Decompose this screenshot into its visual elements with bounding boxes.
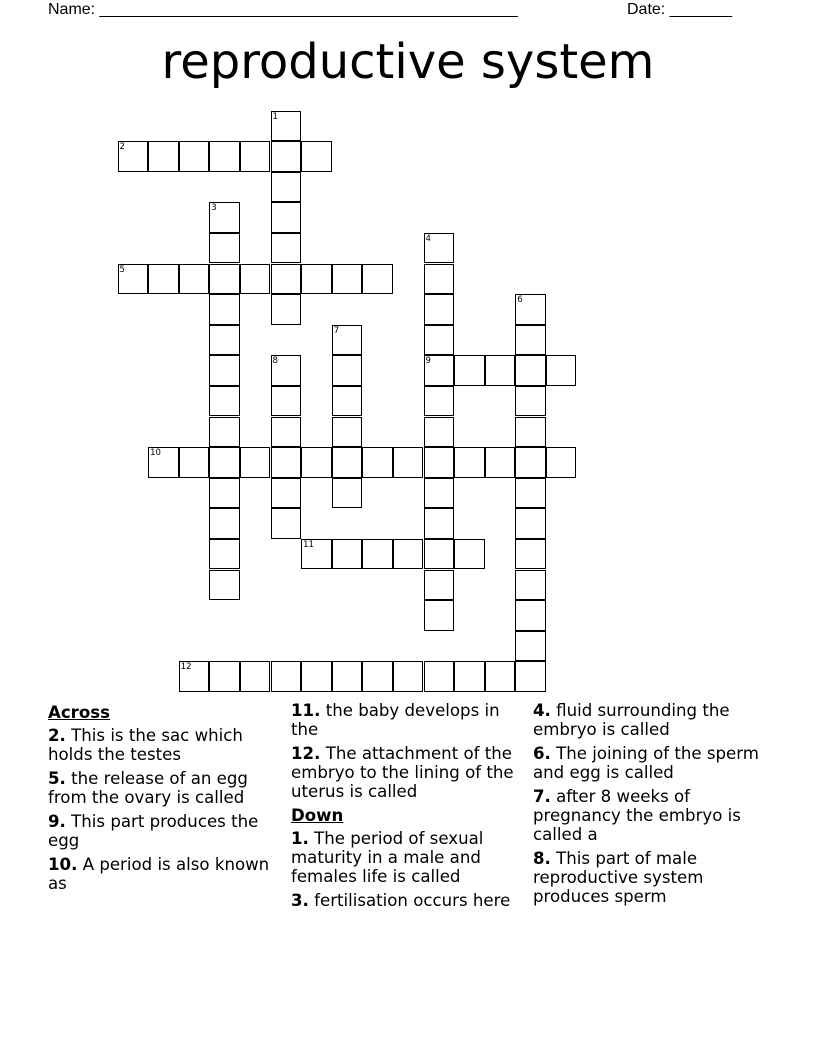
grid-cell[interactable]	[362, 264, 393, 295]
grid-cell[interactable]	[424, 325, 455, 356]
clue-number: 8.	[533, 849, 551, 868]
grid-cell[interactable]	[332, 386, 363, 417]
grid-cell[interactable]	[424, 508, 455, 539]
clue-down-3	[291, 891, 523, 910]
grid-cell[interactable]	[485, 661, 516, 692]
grid-cell[interactable]	[209, 661, 240, 692]
clue-text: fertilisation occurs here	[314, 891, 511, 910]
grid-cell[interactable]	[515, 355, 546, 386]
grid-cell[interactable]	[515, 417, 546, 448]
grid-cell[interactable]	[515, 478, 546, 509]
cell-number: 7	[333, 325, 340, 336]
grid-cell[interactable]	[332, 478, 363, 509]
grid-cell[interactable]	[424, 355, 455, 386]
grid-cell[interactable]	[362, 539, 393, 570]
clue-column-1	[48, 701, 280, 898]
clue-number: 2.	[48, 726, 66, 745]
clue-across-5	[48, 769, 280, 807]
clue-text: The period of sexual maturity in a male and females life is called	[291, 829, 484, 886]
clue-number: 6.	[533, 744, 551, 763]
clue-text: This part produces the egg	[48, 812, 259, 850]
grid-cell[interactable]	[301, 141, 332, 172]
cell-number: 6	[517, 295, 523, 306]
grid-cell[interactable]	[362, 661, 393, 692]
grid-cell[interactable]	[393, 661, 424, 692]
cell-number: 9	[425, 356, 431, 367]
grid-cell[interactable]	[424, 539, 455, 570]
clue-text: This part of male reproductive system produces sperm	[533, 849, 704, 906]
clue-down-7	[533, 787, 765, 844]
clue-number: 1.	[291, 829, 309, 848]
clue-text: the baby develops in the	[291, 701, 500, 739]
grid-cell[interactable]	[424, 264, 455, 295]
clue-text: This is the sac which holds the testes	[48, 726, 243, 764]
clue-down-4	[533, 701, 765, 739]
grid-cell[interactable]	[515, 294, 546, 325]
grid-cell[interactable]	[209, 294, 240, 325]
across-heading: Across	[48, 703, 111, 722]
grid-cell[interactable]	[240, 264, 271, 295]
grid-cell[interactable]	[271, 417, 302, 448]
clue-column-2	[291, 701, 523, 915]
grid-cell[interactable]	[515, 570, 546, 601]
grid-cell[interactable]	[515, 447, 546, 478]
grid-cell[interactable]	[209, 570, 240, 601]
cell-number: 5	[119, 264, 125, 275]
grid-cell[interactable]	[424, 661, 455, 692]
clue-across-9	[48, 812, 280, 850]
grid-cell[interactable]	[240, 141, 271, 172]
grid-cell[interactable]	[332, 325, 363, 356]
grid-cell[interactable]	[118, 264, 149, 295]
cell-number: 2	[119, 142, 125, 153]
grid-cell[interactable]	[454, 447, 485, 478]
grid-cell[interactable]	[240, 447, 271, 478]
grid-cell[interactable]	[271, 233, 302, 264]
clue-across-11	[291, 701, 523, 739]
clue-text: A period is also known as	[48, 855, 270, 893]
grid-cell[interactable]	[424, 294, 455, 325]
grid-cell[interactable]	[424, 447, 455, 478]
clue-number: 11.	[291, 701, 321, 720]
grid-cell[interactable]	[332, 447, 363, 478]
grid-cell[interactable]	[209, 539, 240, 570]
clue-across-12	[291, 744, 523, 801]
grid-cell[interactable]	[424, 233, 455, 264]
cell-number: 4	[425, 233, 431, 244]
grid-cell[interactable]	[179, 661, 210, 692]
grid-cell[interactable]	[209, 417, 240, 448]
grid-cell[interactable]	[454, 539, 485, 570]
grid-cell[interactable]	[179, 447, 210, 478]
grid-cell[interactable]	[271, 447, 302, 478]
grid-cell[interactable]	[332, 417, 363, 448]
down-heading: Down	[291, 806, 344, 825]
grid-cell[interactable]	[332, 661, 363, 692]
grid-cell[interactable]	[209, 233, 240, 264]
cell-number: 1	[272, 111, 278, 122]
grid-cell[interactable]	[148, 264, 179, 295]
grid-cell[interactable]	[332, 355, 363, 386]
name-field[interactable]: Name: _______________________________________________	[48, 1, 518, 18]
grid-cell[interactable]	[546, 447, 577, 478]
grid-cell[interactable]	[209, 508, 240, 539]
clue-text: the release of an egg from the ovary is called	[48, 769, 248, 807]
grid-cell[interactable]	[271, 141, 302, 172]
grid-cell[interactable]	[271, 508, 302, 539]
grid-cell[interactable]	[515, 600, 546, 631]
page-title: reproductive system	[161, 34, 655, 90]
grid-cell[interactable]	[209, 355, 240, 386]
grid-cell[interactable]	[454, 355, 485, 386]
clue-text: after 8 weeks of pregnancy the embryo is called a	[533, 787, 741, 844]
grid-cell[interactable]	[271, 478, 302, 509]
grid-cell[interactable]	[271, 355, 302, 386]
grid-cell[interactable]	[301, 447, 332, 478]
clue-number: 12.	[291, 744, 321, 763]
grid-cell[interactable]	[424, 386, 455, 417]
date-field[interactable]: Date: _______	[627, 1, 732, 18]
grid-cell[interactable]	[209, 264, 240, 295]
grid-cell[interactable]	[485, 447, 516, 478]
clue-text: The attachment of the embryo to the lining of the uterus is called	[291, 744, 514, 801]
grid-cell[interactable]	[424, 478, 455, 509]
grid-cell[interactable]	[209, 141, 240, 172]
grid-cell[interactable]	[332, 539, 363, 570]
grid-cell[interactable]	[515, 508, 546, 539]
cell-number: 3	[211, 203, 217, 214]
cell-number: 10	[150, 448, 161, 459]
grid-cell[interactable]	[362, 447, 393, 478]
grid-cell[interactable]	[424, 417, 455, 448]
grid-cell[interactable]	[271, 202, 302, 233]
clue-down-1	[291, 829, 523, 886]
grid-cell[interactable]	[515, 661, 546, 692]
grid-cell[interactable]	[546, 355, 577, 386]
grid-cell[interactable]	[301, 661, 332, 692]
grid-cell[interactable]	[515, 631, 546, 662]
clue-number: 7.	[533, 787, 551, 806]
clue-number: 5.	[48, 769, 66, 788]
grid-cell[interactable]	[301, 264, 332, 295]
grid-cell[interactable]	[179, 141, 210, 172]
clue-across-2	[48, 726, 280, 764]
grid-cell[interactable]	[271, 294, 302, 325]
grid-cell[interactable]	[301, 539, 332, 570]
clue-column-3	[533, 701, 765, 911]
grid-cell[interactable]	[209, 325, 240, 356]
clue-down-8	[533, 849, 765, 906]
grid-cell[interactable]	[179, 264, 210, 295]
grid-cell[interactable]	[454, 661, 485, 692]
clue-across-10	[48, 855, 280, 893]
grid-cell[interactable]	[393, 539, 424, 570]
grid-cell[interactable]	[240, 661, 271, 692]
grid-cell[interactable]	[515, 325, 546, 356]
clue-number: 10.	[48, 855, 78, 874]
grid-cell[interactable]	[424, 570, 455, 601]
grid-cell[interactable]	[271, 172, 302, 203]
grid-cell[interactable]	[424, 600, 455, 631]
grid-cell[interactable]	[271, 111, 302, 142]
cell-number: 11	[303, 539, 314, 550]
grid-cell[interactable]	[515, 539, 546, 570]
cell-number: 12	[180, 662, 192, 673]
clue-text: The joining of the sperm and egg is called	[533, 744, 759, 782]
grid-cell[interactable]	[515, 386, 546, 417]
grid-cell[interactable]	[332, 264, 363, 295]
cell-number: 8	[272, 356, 278, 367]
grid-cell[interactable]	[271, 386, 302, 417]
grid-cell[interactable]	[271, 661, 302, 692]
grid-cell[interactable]	[209, 202, 240, 233]
clue-text: fluid surrounding the embryo is called	[533, 701, 730, 739]
grid-cell[interactable]	[118, 141, 149, 172]
clue-number: 9.	[48, 812, 66, 831]
clue-number: 4.	[533, 701, 551, 720]
grid-cell[interactable]	[485, 355, 516, 386]
grid-cell[interactable]	[148, 141, 179, 172]
grid-cell[interactable]	[209, 386, 240, 417]
clue-down-6	[533, 744, 765, 782]
grid-cell[interactable]	[209, 447, 240, 478]
clue-number: 3.	[291, 891, 309, 910]
grid-cell[interactable]	[271, 264, 302, 295]
grid-cell[interactable]	[209, 478, 240, 509]
grid-cell[interactable]	[148, 447, 179, 478]
grid-cell[interactable]	[393, 447, 424, 478]
